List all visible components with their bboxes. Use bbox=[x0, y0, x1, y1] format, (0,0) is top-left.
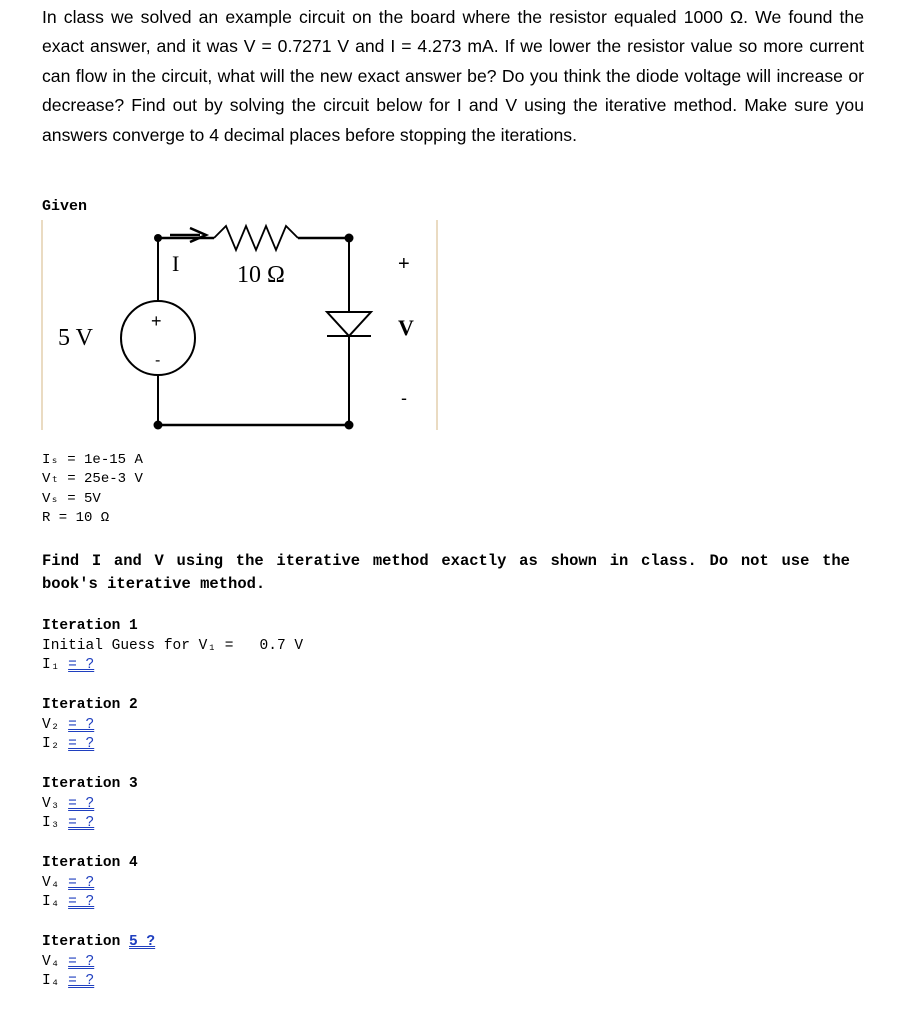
diode-voltage-plus: + bbox=[398, 253, 410, 275]
i4-label: I₄ bbox=[42, 894, 60, 910]
iteration-1-block bbox=[42, 617, 303, 676]
i3-answer[interactable]: = ? bbox=[68, 815, 95, 831]
v5-label: V₄ bbox=[42, 953, 60, 970]
iteration-5-block bbox=[42, 933, 155, 992]
iteration-3-voltage-row bbox=[42, 795, 138, 815]
initial-guess-row bbox=[42, 637, 303, 657]
v4-answer[interactable]: = ? bbox=[68, 874, 95, 891]
iteration-4-voltage-row bbox=[42, 874, 138, 894]
diode-symbol bbox=[327, 312, 371, 336]
v2-label: V₂ bbox=[42, 716, 60, 733]
param-vs: Vₛ = 5V bbox=[42, 490, 101, 507]
v3-answer[interactable]: = ? bbox=[68, 795, 95, 812]
iteration-1-title: Iteration 1 bbox=[42, 618, 138, 634]
param-r: R = 10 Ω bbox=[42, 509, 110, 526]
given-heading: Given bbox=[42, 198, 88, 215]
param-is: Iₛ = 1e-15 A bbox=[42, 452, 143, 468]
v5-answer[interactable]: = ? bbox=[68, 953, 95, 970]
iteration-5-current-row bbox=[42, 972, 155, 992]
i2-label: I₂ bbox=[42, 736, 60, 752]
source-plus-sign: + bbox=[151, 311, 162, 331]
initial-guess-value: 0.7 V bbox=[259, 637, 304, 654]
source-voltage-label: 5 V bbox=[58, 325, 93, 351]
iteration-4-current-row bbox=[42, 893, 138, 913]
diode-voltage-minus: - bbox=[401, 388, 407, 408]
param-vt: Vₜ = 25e-3 V bbox=[42, 471, 143, 488]
v3-label: V₃ bbox=[42, 795, 60, 812]
initial-guess-label: Initial Guess for V₁ = bbox=[42, 637, 234, 654]
iteration-2-voltage-row bbox=[42, 716, 138, 736]
v2-answer[interactable]: = ? bbox=[68, 716, 95, 733]
iteration-3-current-row bbox=[42, 814, 138, 834]
i2-answer[interactable]: = ? bbox=[68, 736, 95, 752]
iteration-5-title: Iteration bbox=[42, 934, 121, 950]
iteration-3-block bbox=[42, 775, 138, 834]
iteration-5-number-answer[interactable]: 5 ? bbox=[129, 934, 156, 950]
i3-label: I₃ bbox=[42, 815, 60, 831]
diode-voltage-label: V bbox=[398, 315, 414, 340]
iteration-4-block bbox=[42, 854, 138, 913]
i5-label: I₄ bbox=[42, 973, 60, 989]
instructions-text: Find I and V using the iterative method exactly as shown in class. Do not use the book's iterative method. bbox=[42, 552, 850, 593]
i5-answer[interactable]: = ? bbox=[68, 973, 95, 989]
iteration-4-title: Iteration 4 bbox=[42, 855, 138, 871]
iteration-2-block bbox=[42, 696, 138, 755]
circuit-diagram bbox=[40, 218, 440, 433]
resistor-symbol bbox=[214, 226, 298, 250]
resistor-label: 10 Ω bbox=[237, 262, 285, 288]
i1-label: I₁ bbox=[42, 657, 60, 673]
iteration-5-title-row bbox=[42, 933, 155, 953]
current-label: I bbox=[172, 251, 180, 276]
source-minus-sign: - bbox=[155, 352, 161, 369]
iteration-2-current-row bbox=[42, 735, 138, 755]
iteration-3-title: Iteration 3 bbox=[42, 776, 138, 792]
i1-answer[interactable]: = ? bbox=[68, 657, 95, 673]
i4-answer[interactable]: = ? bbox=[68, 894, 95, 910]
iteration-2-title: Iteration 2 bbox=[42, 697, 138, 713]
v4-label: V₄ bbox=[42, 874, 60, 891]
parameter-list bbox=[42, 451, 143, 528]
iteration-1-current-row bbox=[42, 656, 303, 676]
problem-statement: In class we solved an example circuit on the board where the resistor equaled 1000 Ω. We found the exact answer, and it was V = 0.7271 V and I = 4.273 mA. If we lower the resistor value so more current can flow in the circuit, what will the new exact answer be? Do you think the diode voltage will increase or decrease? Find out by solving the circuit below for I and V using the iterative method. Make sure you answers converge to 4 decimal places before stopping the iterations. bbox=[42, 7, 864, 145]
iteration-5-voltage-row bbox=[42, 953, 155, 973]
